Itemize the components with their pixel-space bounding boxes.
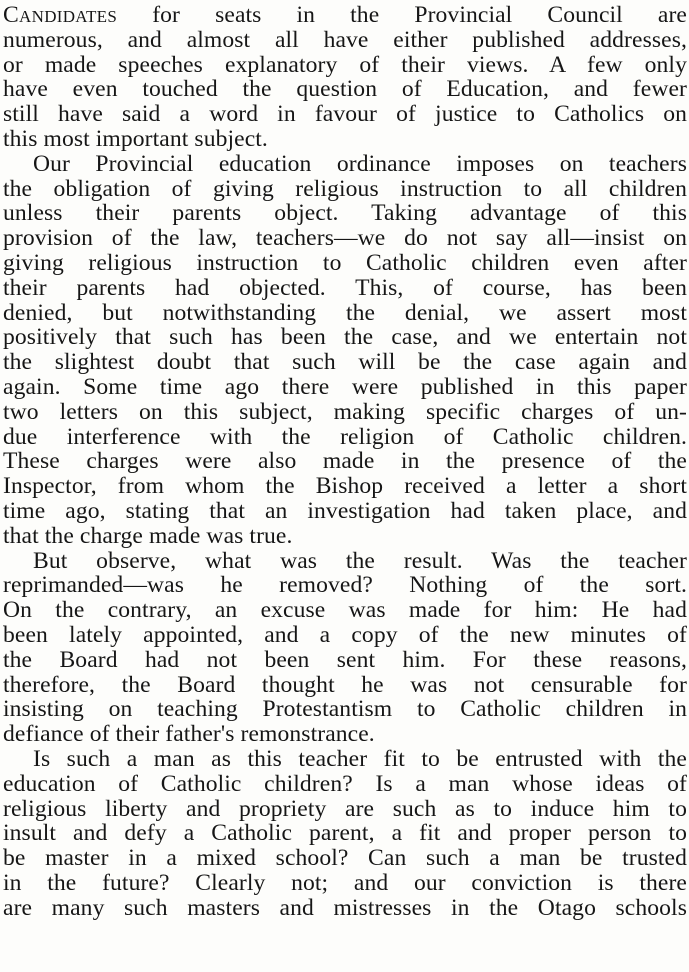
paragraph-teacher-fit: [3, 747, 687, 921]
text-line: provision of the law, teachers—we do not say all—insist on: [3, 225, 687, 252]
text-line: giving religious instruction to Catholic children even after: [3, 249, 687, 276]
text-line: still have said a word in favour of justice to Catholics on: [3, 101, 687, 128]
text-line: time ago, stating that an investigation had taken place, and: [3, 497, 687, 524]
text-line: that the charge made was true.: [3, 522, 293, 549]
text-line: These charges were also made in the presence of the: [3, 448, 687, 475]
text-line: their parents had objected. This, of course, has been: [3, 274, 687, 301]
text-line: defiance of their father's remonstrance.: [3, 721, 375, 748]
text-line: again. Some time ago there were published in this paper: [3, 373, 687, 400]
text-line: Candidates for seats in the Provincial Council are: [3, 2, 687, 28]
text-line: But observe, what was the result. Was the teacher: [33, 547, 687, 574]
text-line: therefore, the Board thought he was not censurable for: [3, 671, 687, 698]
text-line: reprimanded—was he removed? Nothing of the sort.: [3, 572, 687, 599]
text-line: be master in a mixed school? Can such a man be trusted: [3, 845, 687, 872]
text-line: two letters on this subject, making specific charges of un-: [3, 398, 687, 425]
text-line: On the contrary, an excuse was made for him: He had: [3, 597, 687, 624]
text-line: unless their parents object. Taking advantage of this: [3, 200, 687, 227]
text-line: the Board had not been sent him. For these reasons,: [3, 646, 687, 673]
text-line: denied, but notwithstanding the denial, we assert most: [3, 299, 687, 326]
text-line: numerous, and almost all have either published addresses,: [3, 26, 687, 53]
text-line: the slightest doubt that such will be the case again and: [3, 349, 687, 376]
text-line: this most important subject.: [3, 125, 268, 152]
lead-word: Candidates: [3, 2, 118, 28]
text-line: insisting on teaching Protestantism to Catholic children in: [3, 696, 687, 723]
text-line: positively that such has been the case, and we entertain not: [3, 324, 687, 351]
text-line: the obligation of giving religious instruction to all children: [3, 175, 687, 202]
text-line: been lately appointed, and a copy of the new minutes of: [3, 621, 687, 648]
text-line: education of Catholic children? Is a man whose ideas of: [3, 770, 687, 797]
text-line: due interference with the religion of Catholic children.: [3, 423, 687, 450]
paragraph-ordinance: [3, 152, 687, 549]
text-line: have even touched the question of Education, and fewer: [3, 76, 687, 103]
text-line: are many such masters and mistresses in the Otago schools: [3, 894, 687, 921]
article-column: [3, 3, 687, 920]
paragraph-result: [3, 549, 687, 747]
text-line: Our Provincial education ordinance imposes on teachers: [33, 150, 687, 177]
text-line: in the future? Clearly not; and our conviction is there: [3, 869, 687, 896]
paragraph-candidates: [3, 3, 687, 152]
text-line: or made speeches explanatory of their views. A few only: [3, 51, 687, 78]
text-line: Is such a man as this teacher fit to be entrusted with the: [33, 745, 687, 772]
text-line: Inspector, from whom the Bishop received a letter a short: [3, 473, 687, 500]
text-line: insult and defy a Catholic parent, a fit and proper person to: [3, 820, 687, 847]
text-line: religious liberty and propriety are such as to induce him to: [3, 795, 687, 822]
